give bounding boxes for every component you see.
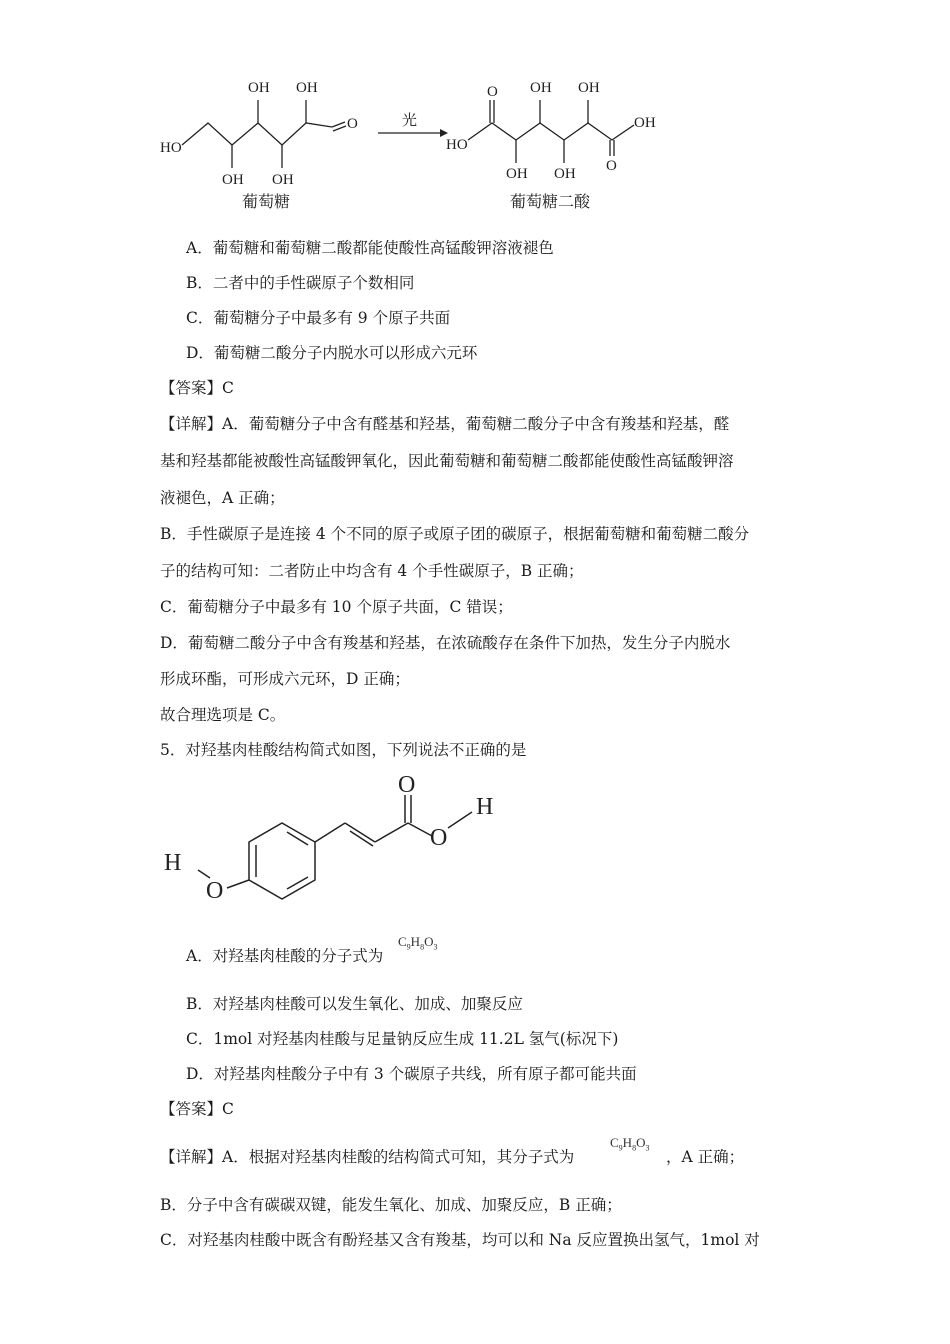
q4-explanation-line: 形成环酯，可形成六元环，D 正确； [160, 670, 410, 688]
q5-explanation-line: 【详解】A．根据对羟基肉桂酸的结构简式可知，其分子式为 [160, 1148, 575, 1166]
glucaric-oh-label: OH [530, 80, 552, 96]
q4-explanation-line: D．葡萄糖二酸分子中含有羧基和羟基，在浓硫酸存在条件下加热，发生分子内脱水 [160, 634, 731, 652]
structure-o-label: O [206, 878, 224, 904]
q5-formula: $C_9H_8O_3$ [610, 1135, 650, 1153]
glucaric-name: 葡萄糖二酸 [510, 194, 591, 211]
q4-option-d: D．葡萄糖二酸分子内脱水可以形成六元环 [186, 344, 478, 362]
glucose-name: 葡萄糖 [242, 194, 291, 211]
glucaric-acid-structure [468, 100, 634, 163]
glucaric-o-label: O [606, 158, 617, 174]
q5-option-a: A．对羟基肉桂酸的分子式为 [186, 947, 384, 965]
q5-option-d: D．对羟基肉桂酸分子中有 3 个碳原子共线，所有原子都可能共面 [186, 1065, 637, 1083]
q4-explanation-line: 液褪色，A 正确； [160, 489, 285, 507]
p-hydroxycinnamic-acid-structure [160, 770, 520, 910]
reaction-arrow [378, 129, 448, 137]
glucose-oh-label: OH [272, 172, 294, 188]
glucaric-oh-label: OH [554, 166, 576, 182]
glucose-structure [182, 100, 346, 168]
glucose-ho-label: HO [160, 140, 182, 156]
glucose-oh-label: OH [296, 80, 318, 96]
q5-explanation-line: B．分子中含有碳碳双键，能发生氧化、加成、加聚反应，B 正确； [160, 1196, 622, 1214]
q4-option-b: B．二者中的手性碳原子个数相同 [186, 274, 415, 292]
glucaric-oh-label: OH [578, 80, 600, 96]
structure-o-label: O [398, 772, 416, 798]
q5-stem: 5．对羟基肉桂酸结构简式如图，下列说法不正确的是 [160, 741, 527, 759]
q4-answer: 【答案】C [160, 379, 234, 397]
reaction-scheme [150, 70, 680, 220]
glucose-oh-label: OH [222, 172, 244, 188]
q5-explanation-line: ，A 正确； [666, 1148, 745, 1166]
q5-answer: 【答案】C [160, 1100, 234, 1118]
q4-explanation-line: 基和羟基都能被酸性高锰酸钾氧化，因此葡萄糖和葡萄糖二酸都能使酸性高锰酸钾溶 [160, 452, 734, 470]
q5-option-c: C．1mol 对羟基肉桂酸与足量钠反应生成 11.2L 氢气(标况下) [186, 1030, 619, 1048]
structure-h-label: H [164, 850, 182, 876]
q4-option-c: C．葡萄糖分子中最多有 9 个原子共面 [186, 309, 451, 327]
arrow-label: 光 [402, 113, 418, 129]
q5-formula: $C_9H_8O_3$ [398, 934, 438, 952]
q5-explanation-line: C．对羟基肉桂酸中既含有酚羟基又含有羧基，均可以和 Na 反应置换出氢气，1mol 对 [160, 1231, 760, 1249]
q4-explanation-line: 故合理选项是 C。 [160, 706, 286, 724]
glucaric-oh-label: OH [634, 115, 656, 131]
q5-option-b: B．对羟基肉桂酸可以发生氧化、加成、加聚反应 [186, 995, 523, 1013]
glucose-oh-label: OH [248, 80, 270, 96]
q4-explanation-line: 【详解】A．葡萄糖分子中含有醛基和羟基，葡萄糖二酸分子中含有羧基和羟基，醛 [160, 415, 730, 433]
structure-h-label: H [476, 794, 494, 820]
q4-explanation-line: C．葡萄糖分子中最多有 10 个原子共面，C 错误； [160, 598, 513, 616]
glucaric-o-label: O [487, 84, 498, 100]
q4-option-a: A．葡萄糖和葡萄糖二酸都能使酸性高锰酸钾溶液褪色 [186, 239, 554, 257]
glucose-o-label: O [347, 116, 358, 132]
glucaric-oh-label: OH [506, 166, 528, 182]
q4-explanation-line: B．手性碳原子是连接 4 个不同的原子或原子团的碳原子，根据葡萄糖和葡萄糖二酸分 [160, 525, 750, 543]
glucaric-ho-label: HO [446, 137, 468, 153]
structure-o-label: O [430, 825, 448, 851]
q4-explanation-line: 子的结构可知：二者防止中均含有 4 个手性碳原子，B 正确； [160, 562, 584, 580]
